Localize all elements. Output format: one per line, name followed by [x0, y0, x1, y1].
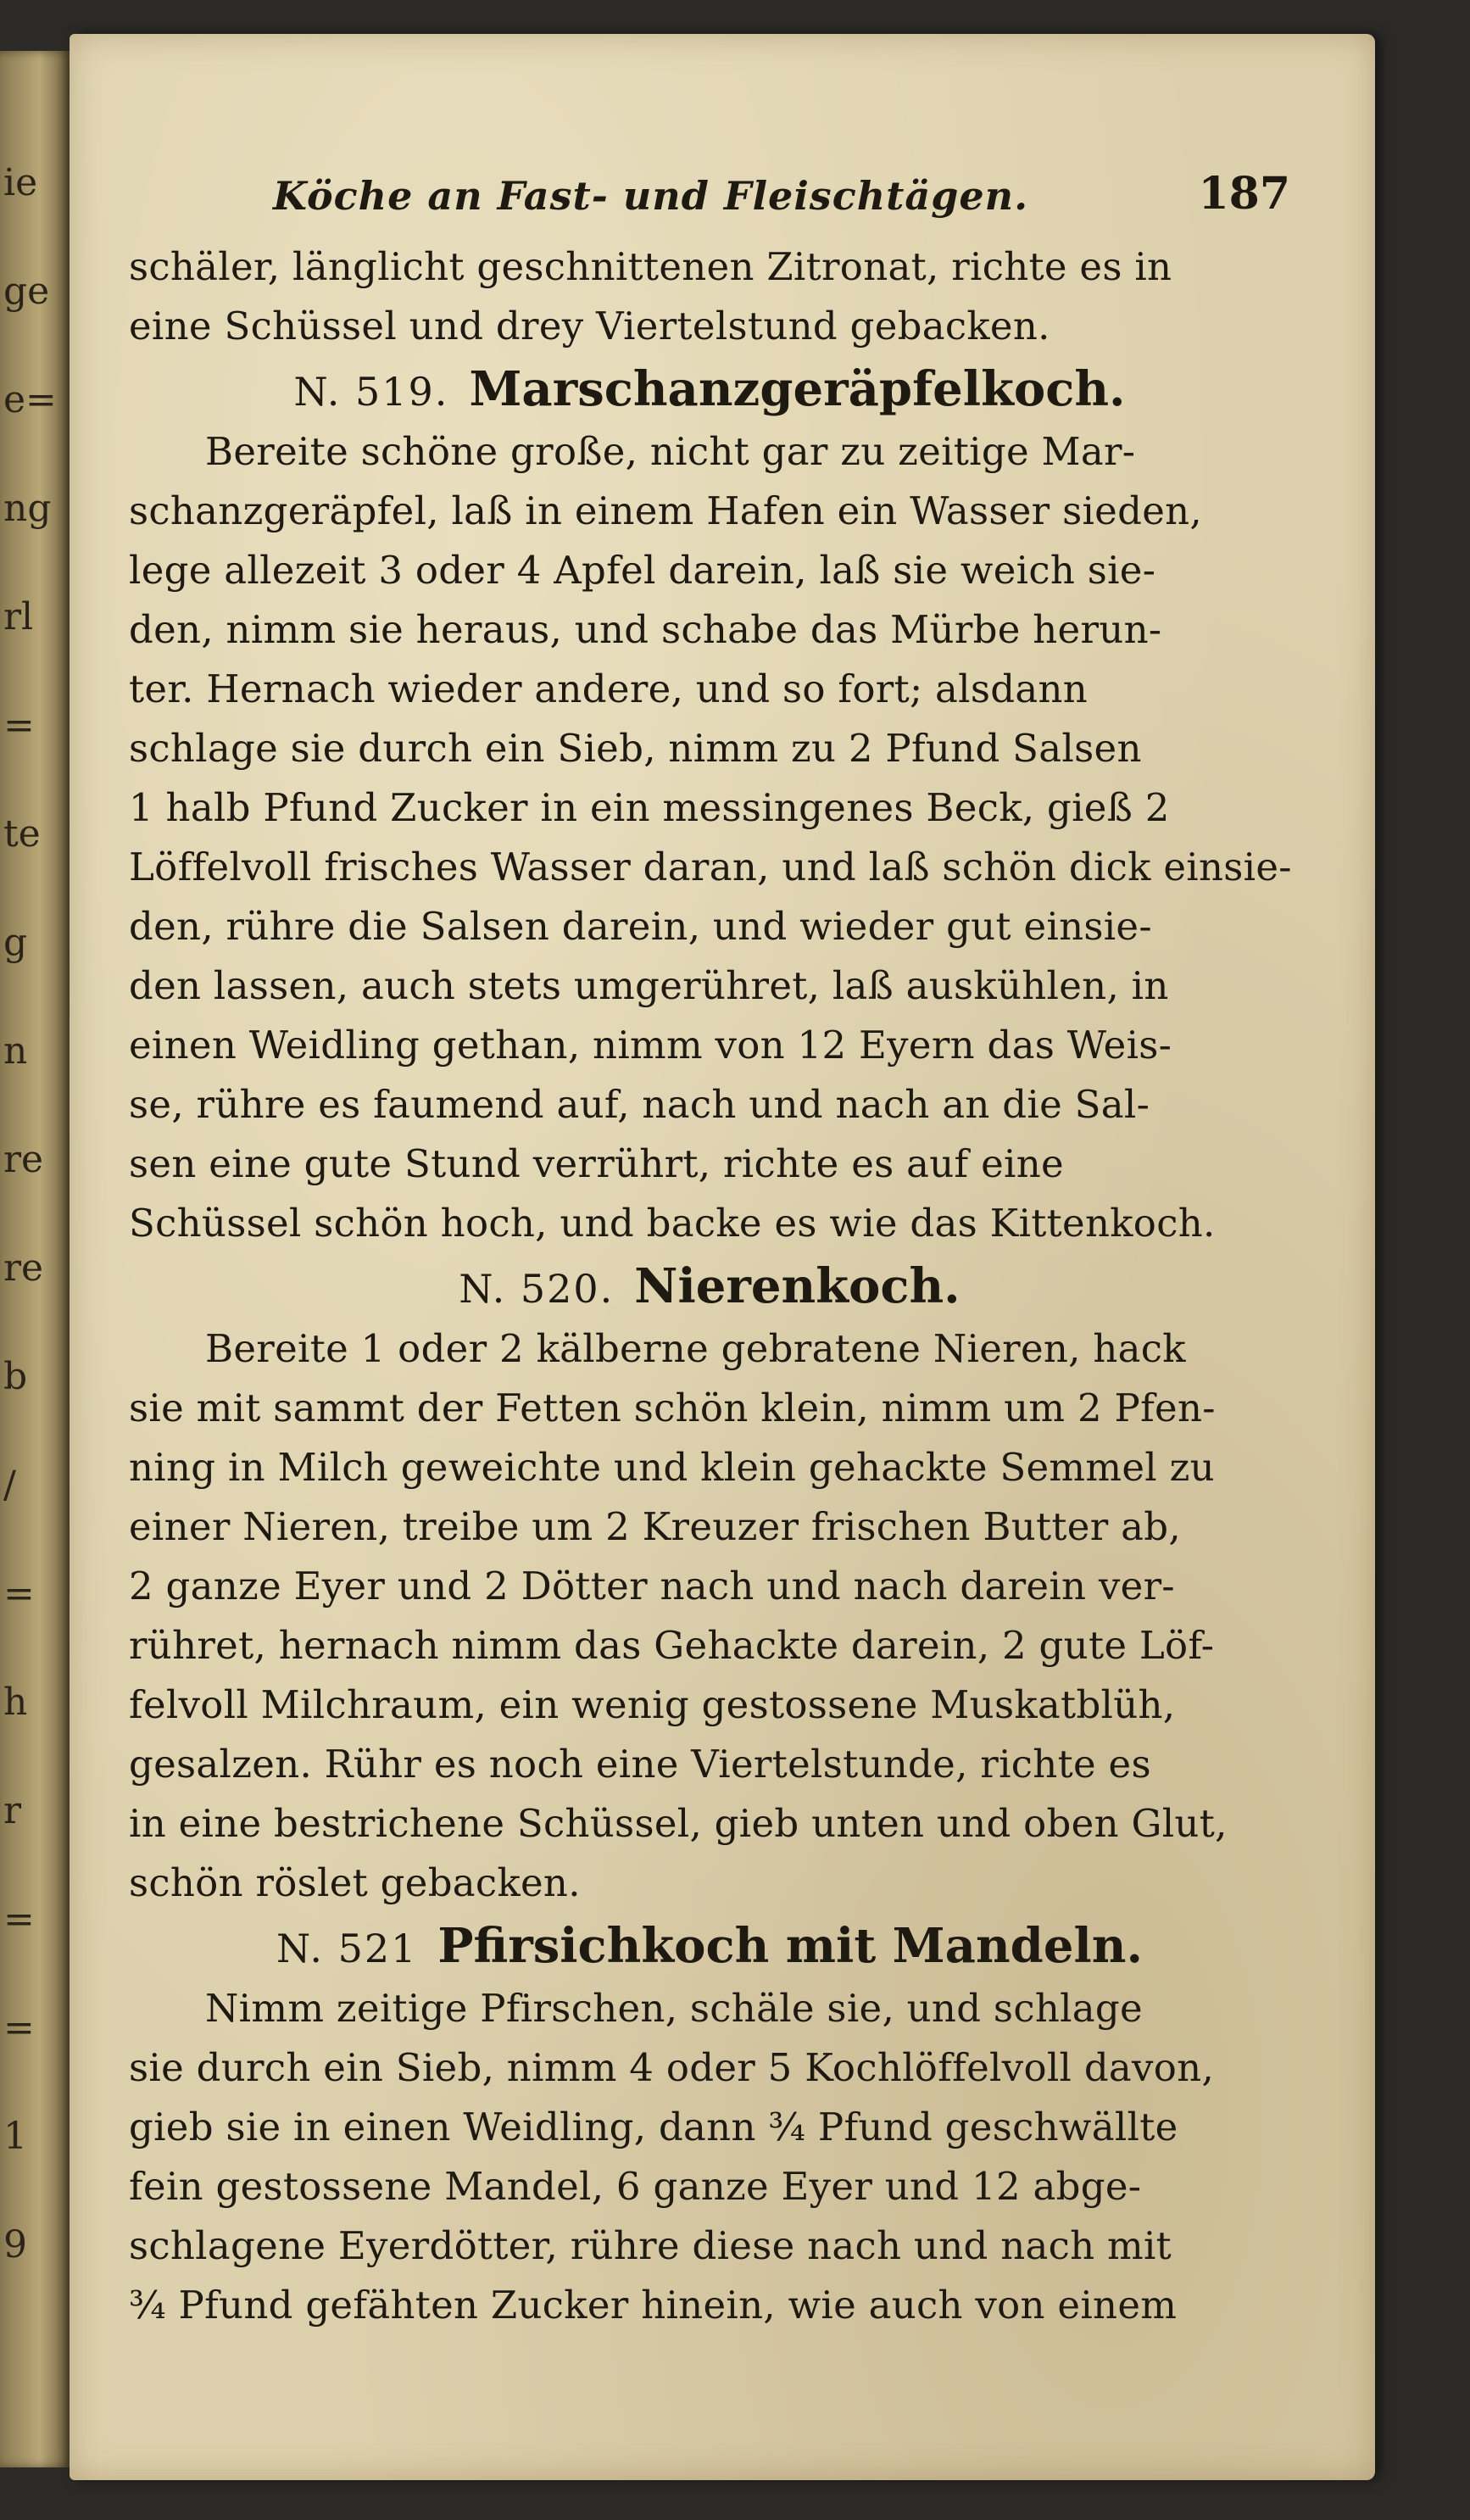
recipe-number: N. 519.	[293, 369, 449, 415]
text-line: lege allezeit 3 oder 4 Apfel darein, laß sie weich sie-	[129, 548, 1156, 593]
previous-page-fragment: 1	[3, 2115, 27, 2158]
text-line: schanzgeräpfel, laß in einem Hafen ein Wasser sieden,	[129, 488, 1203, 533]
text-line: fein gestossene Mandel, 6 ganze Eyer und 12 abge-	[129, 2164, 1142, 2209]
text-line: schön röslet gebacken.	[129, 1860, 581, 1905]
previous-page-fragment: e=	[3, 378, 57, 421]
previous-page-fragment: =	[3, 704, 35, 747]
text-line: eine Schüssel und drey Viertelstund gebacken.	[129, 304, 1050, 348]
text-line: in eine bestrichene Schüssel, gieb unten und oben Glut,	[129, 1801, 1228, 1846]
text-line: ning in Milch geweichte und klein gehackte Semmel zu	[129, 1445, 1215, 1490]
recipe-number: N. 521	[276, 1926, 418, 1971]
previous-page-fragment: re	[3, 1138, 44, 1181]
previous-page-fragment: te	[3, 812, 41, 856]
text-line: gesalzen. Rühr es noch eine Viertelstunde, richte es	[129, 1742, 1151, 1787]
text-line: 1 halb Pfund Zucker in ein messingenes Beck, gieß 2	[129, 785, 1170, 830]
previous-page-fragment: =	[3, 1898, 35, 1941]
running-head-title: Köche an Fast- und Fleischtägen.	[273, 173, 1029, 219]
text-line: sie durch ein Sieb, nimm 4 oder 5 Kochlöffelvoll davon,	[129, 2045, 1215, 2090]
page-number: 187	[1198, 168, 1290, 220]
text-line: Löffelvoll frisches Wasser daran, und laß schön dick einsie-	[129, 845, 1292, 889]
text-line: Bereite schöne große, nicht gar zu zeitige Mar-	[205, 429, 1136, 474]
text-line: se, rühre es faumend auf, nach und nach an die Sal-	[129, 1082, 1150, 1127]
text-line: den lassen, auch stets umgerühret, laß auskühlen, in	[129, 963, 1169, 1008]
previous-page-fragment: g	[3, 921, 28, 964]
previous-page-fragment: r	[3, 1789, 22, 1832]
text-line: 2 ganze Eyer und 2 Dötter nach und nach darein ver-	[129, 1564, 1175, 1608]
previous-page-fragment: /	[3, 1463, 16, 1507]
text-line: einer Nieren, treibe um 2 Kreuzer frischen Butter ab,	[129, 1504, 1181, 1549]
previous-page-fragment: ng	[3, 487, 52, 530]
previous-page-fragment: ge	[3, 270, 50, 313]
text-line: den, rühre die Salsen darein, und wieder gut einsie-	[129, 904, 1152, 949]
text-line: schlage sie durch ein Sieb, nimm zu 2 Pfund Salsen	[129, 726, 1142, 771]
previous-page-fragment: b	[3, 1355, 28, 1398]
previous-page-fragment: h	[3, 1681, 28, 1724]
running-head	[129, 153, 1290, 237]
body-text	[129, 237, 1290, 2335]
recipe-title: Marschanzgeräpfelkoch.	[469, 361, 1126, 417]
recipe-title: Pfirsichkoch mit Mandeln.	[437, 1918, 1143, 1974]
recipe-heading	[129, 1913, 1290, 1979]
previous-page-fragment: =	[3, 1572, 35, 1615]
previous-page-fragment: n	[3, 1029, 28, 1073]
previous-page-fragment: 9	[3, 2223, 27, 2266]
text-line: Schüssel schön hoch, und backe es wie das Kittenkoch.	[129, 1201, 1216, 1246]
previous-page-fragment: ie	[3, 161, 38, 204]
recipe-heading	[129, 1253, 1290, 1319]
text-line: ter. Hernach wieder andere, und so fort; alsdann	[129, 666, 1089, 711]
recipe-number: N. 520.	[459, 1266, 615, 1312]
text-line: einen Weidling gethan, nimm von 12 Eyern das Weis-	[129, 1023, 1172, 1068]
recipe-heading	[129, 356, 1290, 422]
text-line: sen eine gute Stund verrührt, richte es auf eine	[129, 1141, 1064, 1186]
text-line: schäler, länglicht geschnittenen Zitronat, richte es in	[129, 244, 1172, 289]
text-line: felvoll Milchraum, ein wenig gestossene Muskatblüh,	[129, 1682, 1176, 1727]
previous-page-fragment: =	[3, 2006, 35, 2049]
text-line: schlagene Eyerdötter, rühre diese nach und nach mit	[129, 2223, 1172, 2268]
book-page	[70, 34, 1375, 2480]
previous-page-fragment: rl	[3, 595, 34, 638]
text-line: rühret, hernach nimm das Gehackte darein, 2 gute Löf-	[129, 1623, 1215, 1668]
page-text	[129, 153, 1290, 2335]
text-line: Bereite 1 oder 2 kälberne gebratene Nieren, hack	[205, 1326, 1186, 1371]
previous-page-edge	[0, 68, 66, 2450]
text-line: sie mit sammt der Fetten schön klein, nimm um 2 Pfen-	[129, 1385, 1216, 1430]
text-line: gieb sie in einen Weidling, dann ¾ Pfund geschwällte	[129, 2105, 1178, 2149]
text-line: den, nimm sie heraus, und schabe das Mürbe herun-	[129, 607, 1162, 652]
previous-page-fragment: re	[3, 1246, 44, 1290]
text-line: Nimm zeitige Pfirschen, schäle sie, und schlage	[205, 1986, 1143, 2031]
text-line: ¾ Pfund gefähten Zucker hinein, wie auch von einem	[129, 2283, 1178, 2328]
recipe-title: Nierenkoch.	[634, 1258, 961, 1314]
